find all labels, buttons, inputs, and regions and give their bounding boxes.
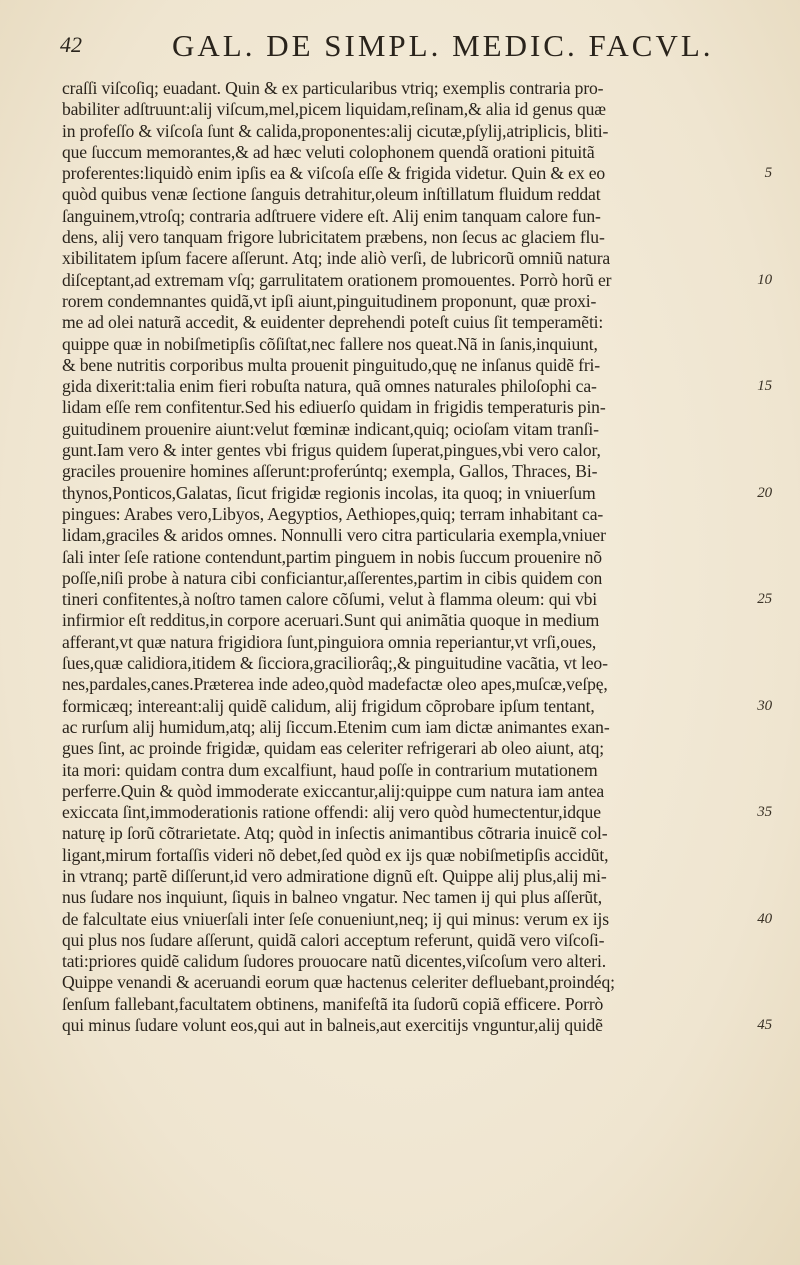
text-line [62,99,742,120]
text-line-content: Quippe venandi & aceruandi eorum quæ hactenus celeriter defluebant,proindéq; [62,972,615,993]
text-line-content: craſſi viſcoſiq; euadant. Quin & ex particularibus vtriq; exemplis contraria pro- [62,78,604,98]
text-line [62,461,742,482]
text-line [62,994,742,1015]
text-line-content: & bene nutritis corporibus multa prouenit pinguitudo,quę ne inſanus quidẽ fri- [62,354,601,375]
text-line-content: lidam eſſe rem confitentur.Sed his ediuerſo quidam in frigidis temperaturis pin- [62,397,606,418]
text-line-content: naturę ip ſorũ cõtrarietate. Atq; quòd in inſectis animantibus cõtraria inuicẽ col- [62,823,608,844]
text-line [62,972,742,993]
text-line [62,312,742,333]
line-number: 30 [757,697,772,714]
text-line-content: infirmior eſt redditus,in corpore aceruari.Sunt qui animãtia quoque in medium [62,610,600,631]
text-line-content: tineri confitentes,à noſtro tamen calore cõſumi, velut à flamma oleum: qui vbi [62,589,598,610]
text-line [62,738,742,759]
text-line [62,547,742,568]
line-number: 15 [757,378,772,395]
text-line-content: perferre.Quin & quòd immoderate exiccantur,alij:quippe cum natura iam antea [62,780,605,801]
text-line [62,163,772,184]
text-line [62,632,742,653]
line-number: 10 [757,271,772,288]
line-number: 25 [757,591,772,608]
text-line-content: afferant,vt quæ natura frigidiora ſunt,pinguiora omnia reperiantur,vt vrſi,oues, [62,631,597,652]
line-number: 35 [757,804,772,821]
text-line-content: dens, alij vero tanquam frigore lubricitatem præbens, non ſecus ac glaciem flu- [62,227,605,248]
text-line-content: qui plus nos ſudare aſſerunt, quidã calori acceptum referunt, quidã vero viſcoſi- [62,929,605,950]
text-line-content: rorem condemnantes quidã,vt ipſi aiunt,pinguitudinem proponunt, quæ proxi- [62,290,597,311]
text-line [62,355,742,376]
text-line-content: formicæq; intereant:alij quidẽ calidum, alij frigidum cõprobare ipſum tentant, [62,695,595,716]
running-title: GAL. DE SIMPL. MEDIC. FACVL. [172,28,714,63]
text-line-content: ita mori: quidam contra dum excalfiunt, haud poſſe in contrarium mutationem [62,759,598,780]
text-line-content: proferentes:liquidò enim ipſis ea & viſcoſa eſſe & frigida videtur. Quin & ex eo [62,163,606,184]
text-line [62,376,772,397]
text-line-content: nus ſudare nos inquiunt, ſiquis in balneo vngatur. Nec tamen ij qui plus aſſerũt, [62,887,603,908]
text-line-content: ac rurſum alij humidum,atq; alij ſiccum.Etenim cum iam dictæ animantes exan- [62,716,610,737]
text-line-content: babiliter adſtruunt:alij viſcum,mel,picem liquidam,reſinam,& alia id genus quæ [62,99,606,120]
text-line [62,760,742,781]
text-line [62,78,742,99]
line-number: 20 [757,484,772,501]
line-number: 5 [764,165,772,182]
text-line [62,525,742,546]
text-line-content: exiccata ſint,immoderationis ratione offendi: alij vero quòd humectentur,idque [62,802,601,823]
text-line-content: pingues: Arabes vero,Libyos, Aegyptios, Aethiopes,quiq; terram inhabitant ca- [62,503,604,524]
text-line [62,866,742,887]
text-line [62,291,742,312]
text-line-content: lidam,graciles & aridos omnes. Nonnulli vero citra particularia exempla,vniuer [62,525,606,546]
text-line [62,227,742,248]
text-line [62,887,742,908]
text-line-content: thynos,Ponticos,Galatas, ſicut frigidæ regionis incolas, ita quoq; in vniuerſum [62,482,596,503]
text-line-content: guitudinem prouenire aiunt:velut fœminæ indicant,quiq; ocioſam vitam tranſi- [62,418,599,439]
text-line [62,440,742,461]
text-line-content: gues ſint, ac proinde frigidæ, quidam eas celeriter refrigerari ab oleo aiunt, atq; [62,738,605,759]
text-line-content: ligant,mirum fortaſſis videri nõ debet,ſed quòd ex ijs quæ nobiſmetipſis accidũt, [62,844,609,865]
text-line-content: quippe quæ in nobiſmetipſis cõſiſtat,nec fallere nos queat.Nã in ſanis,inquiunt, [62,333,598,354]
text-line-content: xibilitatem ipſum facere aſſerunt. Atq; inde aliò verſi, de lubricorũ omniũ natura [62,248,611,269]
text-line [62,568,742,589]
text-line [62,248,742,269]
text-line [62,482,772,504]
text-line [62,845,742,866]
text-line [62,206,742,227]
text-line [62,951,742,972]
text-line [62,802,772,823]
text-line-content: ſenſum fallebant,facultatem obtinens, manifeſtã ita ſudorũ copiã efficere. Porrò [62,993,604,1014]
text-line [62,589,772,610]
text-line [62,184,742,205]
text-line-content: ſues,quæ calidiora,itidem & ſicciora,graciliorâq;,& pinguitudine vacãtia, vt leo- [62,653,608,674]
text-line [62,908,772,930]
text-line-content: ſali inter ſeſe ratione contendunt,partim pinguem in nobis ſuccum prouenire nõ [62,546,602,567]
text-line-content: gunt.Iam vero & inter gentes vbi frigus quidem ſuperat,pingues,vbi vero calor, [62,440,601,461]
text-line [62,397,742,418]
text-line-content: de falcultate eius vniuerſali inter ſeſe conueniunt,neq; ij qui minus: verum ex ijs [62,908,609,929]
text-line [62,653,742,674]
text-line-content: diſceptant,ad extremam vſq; garrulitatem orationem promouentes. Porrò horũ er [62,269,612,290]
line-number: 45 [757,1017,772,1034]
text-line [62,334,742,355]
text-line-content: quòd quibus venæ ſectione ſanguis detrahitur,oleum inſtillatum fluidum reddat [62,184,601,205]
text-line [62,610,742,631]
text-line-content: tati:priores quidẽ calidum ſudores prouocare natũ dicentes,viſcoſum vero alteri. [62,951,606,972]
text-line-content: nes,pardales,canes.Præterea inde adeo,quòd madefactæ oleo apes,muſcæ,veſpę, [62,674,608,695]
text-line [62,930,742,951]
text-line-content: que ſuccum memorantes,& ad hæc veluti colophonem quendã orationi pituitã [62,141,595,162]
text-line-content: ſanguinem,vtroſq; contraria adſtruere videre eſt. Alij enim tanquam calore fun- [62,205,601,226]
text-line [62,419,742,440]
text-line [62,823,742,844]
text-line-content: gida dixerit:talia enim fieri robuſta natura, quã omnes naturales philoſophi ca- [62,376,597,397]
text-line-content: poſſe,niſi probe à natura cibi conficiantur,aſſerentes,partim in cibis quidem con [62,567,603,588]
text-line-content: in vtranq; partẽ diſſerunt,id vero admiratione dignũ eſt. Quippe alij plus,alij mi- [62,865,607,886]
text-line [62,674,742,695]
text-line [62,269,772,291]
text-line-content: graciles prouenire homines aſſerunt:proferúntq; exempla, Gallos, Thraces, Bi- [62,461,598,482]
text-line-content: in profeſſo & viſcoſa ſunt & calida,proponentes:alij cicutæ,pſylij,atriplicis, bliti- [62,120,609,141]
text-line [62,781,742,802]
text-line [62,1015,772,1036]
page-number: 42 [60,32,82,57]
page-header [60,26,750,66]
text-line [62,142,742,163]
text-line [62,695,772,717]
text-line-content: qui minus ſudare volunt eos,qui aut in balneis,aut exercitijs vnguntur,alij quidẽ [62,1015,603,1036]
text-line-content: me ad olei naturã accedit, & euidenter deprehendi poteſt cuius ſit temperamẽti: [62,312,604,333]
line-number: 40 [757,910,772,927]
text-line [62,717,742,738]
text-line [62,121,742,142]
text-line [62,504,742,525]
body-text [62,78,772,1036]
